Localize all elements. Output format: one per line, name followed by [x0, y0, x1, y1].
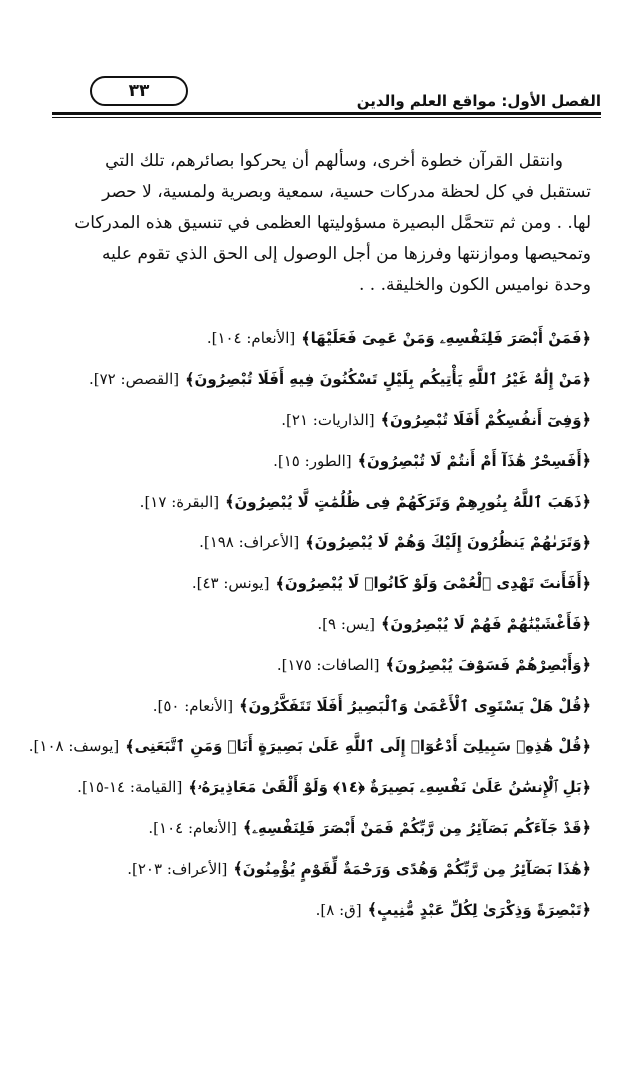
verse-text: مَنْ إِلَٰهٌ غَيْرُ ٱللَّهِ يَأْتِيكُم بِلَيْلٍ تَسْكُنُونَ فِيهِ أَفَلَا تُبْصِرُونَ [194, 370, 582, 389]
verse-reference: [الأنعام: ١٠٤]. [148, 818, 237, 837]
page-number-badge [90, 76, 188, 106]
verse-reference: [الأعراف: ٢٠٣]. [127, 859, 228, 878]
page-number: ٣٣ [128, 81, 150, 101]
verse-item [20, 359, 591, 400]
verse-reference: [ق: ٨]. [315, 900, 362, 919]
ornate-bracket-close: ﴾ [188, 777, 198, 797]
ornate-bracket-close: ﴾ [242, 818, 253, 838]
ornate-bracket-close: ﴾ [185, 369, 195, 389]
verse-reference: [الأنعام: ١٠٤]. [206, 329, 296, 348]
ornate-bracket-close: ﴾ [305, 532, 315, 552]
ornate-bracket-open: ﴿ [581, 451, 591, 471]
verse-reference: [البقرة: ١٧]. [139, 492, 220, 511]
ornate-bracket-close: ﴾ [239, 696, 249, 716]
ornate-bracket-open: ﴿ [581, 573, 591, 593]
verse-text: قُلْ هَلْ يَسْتَوِى ٱلْأَعْمَىٰ وَٱلْبَصِيرُ أَفَلَا تَتَفَكَّرُونَ [248, 696, 582, 715]
verse-item [20, 726, 591, 767]
ornate-bracket-open: ﴿ [581, 696, 591, 716]
ornate-bracket-open: ﴿ [581, 410, 591, 430]
verse-item [20, 644, 591, 685]
verse-reference: [القيامة: ١٤-١٥]. [77, 778, 183, 797]
verse-reference: [الأنعام: ٥٠]. [152, 696, 234, 715]
ornate-bracket-close: ﴾ [367, 900, 377, 920]
page-header [52, 74, 601, 114]
verse-item [20, 481, 591, 522]
verse-item [20, 889, 591, 930]
verse-item [20, 604, 591, 645]
verse-item [20, 440, 591, 481]
ornate-bracket-close: ﴾ [385, 655, 395, 675]
ornate-bracket-open: ﴿ [581, 492, 591, 512]
ornate-bracket-close: ﴾ [301, 328, 311, 348]
ornate-bracket-open: ﴿ [581, 818, 591, 838]
verse-item [20, 767, 591, 808]
paragraph-line: وتمحيصها وموازنتها وفرزها من أجل الوصول إلى الحق الذي تقوم عليه [102, 244, 591, 264]
ornate-bracket-close: ﴾ [275, 573, 285, 593]
verse-text: قَدْ جَآءَكُم بَصَآئِرُ مِن رَّبِّكُمْ فَمَنْ أَبْصَرَ فَلِنَفْسِهِۦ [252, 818, 582, 837]
ornate-bracket-open: ﴿ [581, 900, 591, 920]
verse-text: ذَهَبَ ٱللَّهُ بِنُورِهِمْ وَتَرَكَهُمْ فِى ظُلُمَٰتٍ لَّا يُبْصِرُونَ [234, 492, 582, 511]
ornate-bracket-close: ﴾ [380, 410, 390, 430]
ornate-bracket-open: ﴿ [581, 614, 591, 634]
verse-item [20, 685, 591, 726]
paragraph-line: وانتقل القرآن خطوة أخرى، وسألهم أن يحركوا بصائرهم، تلك التي [105, 151, 563, 171]
ornate-bracket-open: ﴿ [581, 369, 591, 389]
verse-text: فَأَغْشَيْنَٰهُمْ فَهُمْ لَا يُبْصِرُونَ [390, 614, 582, 633]
verse-text: أَفَأَنتَ تَهْدِى ٱلْعُمْىَ وَلَوْ كَانُوا۟ لَا يُبْصِرُونَ [284, 574, 582, 593]
ornate-bracket-open: ﴿ [581, 777, 591, 797]
chapter-title: الفصل الأول: مواقع العلم والدين [356, 92, 601, 110]
verse-text: تَبْصِرَةً وَذِكْرَىٰ لِكُلِّ عَبْدٍ مُّنِيبٍ [377, 900, 582, 919]
verse-text: وَتَرَىٰهُمْ يَنظُرُونَ إِلَيْكَ وَهُمْ لَا يُبْصِرُونَ [314, 533, 582, 552]
paragraph-line: لها. . ومن ثم تتحمَّل البصيرة مسؤوليتها العظمى في تنسيق هذه المدركات [74, 213, 591, 233]
verse-text: فَمَنْ أَبْصَرَ فَلِنَفْسِهِۦ وَمَنْ عَمِىَ فَعَلَيْهَا [310, 329, 582, 348]
header-rule-thin [52, 117, 601, 118]
verse-text: بَلِ ٱلْإِنسَٰنُ عَلَىٰ نَفْسِهِۦ بَصِيرَةٌ ﴿١٤﴾ وَلَوْ أَلْقَىٰ مَعَاذِيرَهُۥ [197, 778, 582, 797]
verse-reference: [الأعراف: ١٩٨]. [199, 533, 300, 552]
paragraph-line: تستقبل في كل لحظة مدركات حسية، سمعية وبصرية ولمسية، لا حصر [102, 182, 591, 202]
header-rule [52, 112, 601, 115]
verse-item [20, 400, 591, 441]
ornate-bracket-open: ﴿ [581, 532, 591, 552]
verse-reference: [يونس: ٤٣]. [191, 574, 270, 593]
verse-item [20, 522, 591, 563]
body-paragraph [52, 146, 591, 301]
verse-reference: [يوسف: ١٠٨]. [28, 737, 120, 756]
verse-reference: [الصافات: ١٧٥]. [276, 655, 380, 674]
ornate-bracket-close: ﴾ [357, 451, 367, 471]
verse-item [20, 318, 591, 359]
verse-item [20, 848, 591, 889]
verse-reference: [القصص: ٧٢]. [89, 370, 180, 389]
verse-text: هَٰذَا بَصَآئِرُ مِن رَّبِّكُمْ وَهُدًى وَرَحْمَةٌ لِّقَوْمٍ يُؤْمِنُونَ [242, 859, 582, 878]
ornate-bracket-open: ﴿ [581, 859, 591, 879]
verse-list [20, 318, 591, 930]
verse-item [20, 563, 591, 604]
ornate-bracket-close: ﴾ [381, 614, 391, 634]
verse-text: أَفَسِحْرٌ هَٰذَآ أَمْ أَنتُمْ لَا تُبْصِرُونَ [366, 451, 582, 470]
verse-item [20, 808, 591, 849]
ornate-bracket-close: ﴾ [225, 492, 235, 512]
ornate-bracket-open: ﴿ [581, 736, 591, 756]
ornate-bracket-close: ﴾ [125, 736, 135, 756]
verse-text: وَفِىٓ أَنفُسِكُمْ أَفَلَا تُبْصِرُونَ [389, 410, 582, 429]
verse-text: وَأَبْصِرْهُمْ فَسَوْفَ يُبْصِرُونَ [394, 655, 582, 674]
verse-text: قُلْ هَٰذِهِۦ سَبِيلِىٓ أَدْعُوٓا۟ إِلَى ٱللَّهِ عَلَىٰ بَصِيرَةٍ أَنَا۠ وَمَنِ ٱتَّبَعَنِى [134, 737, 582, 756]
verse-reference: [يس: ٩]. [317, 614, 376, 633]
paragraph-line: وحدة نواميس الكون والخليقة. . . [358, 275, 591, 295]
ornate-bracket-open: ﴿ [581, 328, 591, 348]
ornate-bracket-open: ﴿ [581, 655, 591, 675]
verse-reference: [الطور: ١٥]. [273, 451, 352, 470]
verse-reference: [الذاريات: ٢١]. [281, 410, 375, 429]
ornate-bracket-close: ﴾ [233, 859, 243, 879]
